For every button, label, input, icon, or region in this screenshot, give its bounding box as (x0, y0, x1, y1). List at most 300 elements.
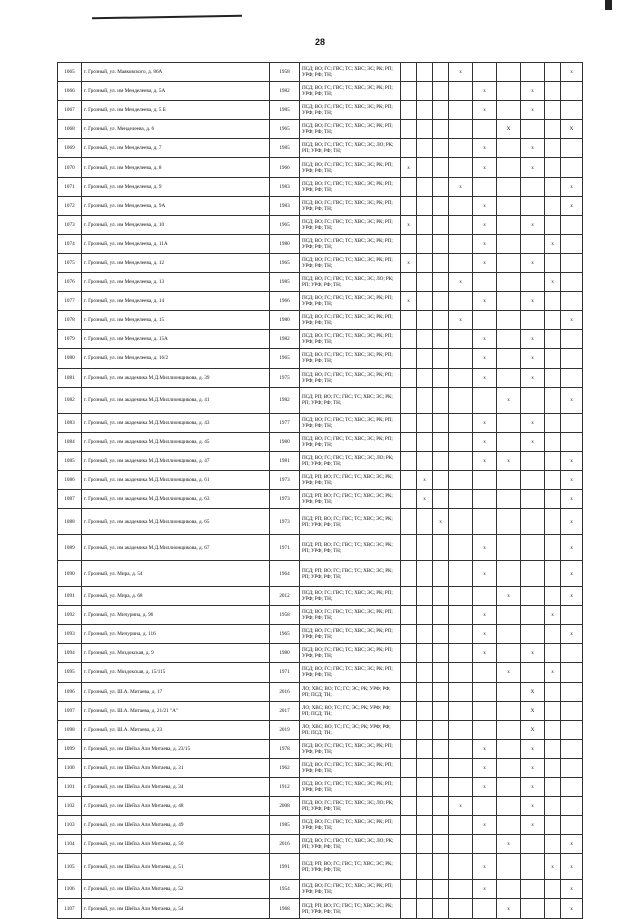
mark-cell (449, 701, 473, 720)
mark-cell (561, 644, 583, 663)
table-row (58, 387, 583, 413)
mark-cell (561, 778, 583, 797)
mark-cell (473, 63, 497, 82)
mark-cell: x (545, 606, 561, 625)
systems-cell: ПСД; ВО; ГС; ГВС; ТС; ХВС; ЭС; РК; РП; УРФ; РФ; ТН; (300, 196, 401, 215)
year-cell: 1983 (270, 177, 300, 196)
table-row (58, 489, 583, 508)
mark-cell: x (497, 587, 521, 606)
year-cell: 1965 (270, 120, 300, 139)
mark-cell (433, 739, 449, 758)
mark-cell (497, 739, 521, 758)
mark-cell (401, 432, 417, 451)
mark-cell (497, 535, 521, 561)
mark-cell (401, 234, 417, 253)
address-cell: г. Грозный, ул. им академика М.Д.Миллионщикова, д. 41 (82, 387, 270, 413)
row-number: 1104 (58, 835, 82, 854)
row-number: 1107 (58, 899, 82, 918)
mark-cell: X (521, 682, 545, 701)
mark-cell (433, 758, 449, 777)
systems-cell: ПСД; РП; ВО; ГС; ГВС; ТС; ХВС; ЭС; РК; РП; УРФ; РФ; ТН; (300, 387, 401, 413)
year-cell: 1971 (270, 535, 300, 561)
mark-cell: x (521, 158, 545, 177)
mark-cell (449, 899, 473, 918)
mark-cell (545, 215, 561, 234)
mark-cell (417, 701, 433, 720)
mark-cell (497, 606, 521, 625)
row-number: 1083 (58, 413, 82, 432)
address-cell: г. Грозный, ул. им Менделеева, д. 5 Б (82, 101, 270, 120)
mark-cell (433, 587, 449, 606)
mark-cell (497, 234, 521, 253)
mark-cell: x (561, 177, 583, 196)
mark-cell (561, 253, 583, 272)
mark-cell (433, 682, 449, 701)
mark-cell (449, 587, 473, 606)
systems-cell: ПСД; ВО; ГС; ГВС; ТС; ХВС; ЭС; ЛО; РК; РП; УРФ; РФ; ТН; (300, 139, 401, 158)
mark-cell (417, 139, 433, 158)
table-row (58, 273, 583, 292)
table-row (58, 606, 583, 625)
mark-cell (449, 663, 473, 682)
mark-cell: x (473, 82, 497, 101)
row-number: 1090 (58, 561, 82, 587)
mark-cell: x (521, 432, 545, 451)
mark-cell: x (473, 330, 497, 349)
mark-cell (449, 835, 473, 854)
mark-cell (417, 177, 433, 196)
mark-cell: x (497, 835, 521, 854)
mark-cell: x (521, 139, 545, 158)
mark-cell (521, 273, 545, 292)
mark-cell (561, 701, 583, 720)
systems-cell: ПСД; ВО; ГС; ГВС; ТС; ХВС; ЭС; РК; РП; УРФ; РФ; ТН; (300, 758, 401, 777)
mark-cell: x (473, 451, 497, 470)
mark-cell (401, 587, 417, 606)
mark-cell (473, 835, 497, 854)
mark-cell (497, 330, 521, 349)
year-cell: 1985 (270, 101, 300, 120)
address-cell: г. Грозный, ул. им Менделеева, д. 9 (82, 177, 270, 196)
mark-cell (433, 561, 449, 587)
mark-cell (449, 880, 473, 899)
mark-cell: x (473, 158, 497, 177)
year-cell: 1980 (270, 432, 300, 451)
mark-cell (545, 120, 561, 139)
row-number: 1086 (58, 470, 82, 489)
table-row (58, 470, 583, 489)
table-row (58, 82, 583, 101)
row-number: 1077 (58, 292, 82, 311)
mark-cell (473, 509, 497, 535)
mark-cell: x (473, 349, 497, 368)
mark-cell: x (417, 470, 433, 489)
table-row (58, 701, 583, 720)
mark-cell (521, 625, 545, 644)
mark-cell (521, 120, 545, 139)
mark-cell (545, 451, 561, 470)
year-cell: 1958 (270, 606, 300, 625)
table-row (58, 797, 583, 816)
table-row (58, 330, 583, 349)
mark-cell: x (449, 63, 473, 82)
mark-cell (561, 158, 583, 177)
mark-cell: x (473, 234, 497, 253)
mark-cell (433, 349, 449, 368)
mark-cell: x (401, 215, 417, 234)
mark-cell (473, 470, 497, 489)
systems-cell: ПСД; ВО; ГС; ГВС; ТС; ХВС; ЭС; РК; РП; УРФ; РФ; ТН; (300, 739, 401, 758)
mark-cell (497, 139, 521, 158)
mark-cell: x (561, 899, 583, 918)
mark-cell (545, 158, 561, 177)
row-number: 1099 (58, 739, 82, 758)
mark-cell (545, 899, 561, 918)
table-row (58, 253, 583, 272)
mark-cell (433, 292, 449, 311)
mark-cell (417, 196, 433, 215)
mark-cell (473, 489, 497, 508)
table-row (58, 587, 583, 606)
mark-cell (497, 489, 521, 508)
mark-cell (401, 120, 417, 139)
mark-cell (417, 816, 433, 835)
mark-cell (497, 644, 521, 663)
mark-cell (433, 139, 449, 158)
address-cell: г. Грозный, ул. им Менделеева, д. 12 (82, 253, 270, 272)
year-cell: 1965 (270, 253, 300, 272)
address-cell: г. Грозный, ул. Моздокская, д. 15/115 (82, 663, 270, 682)
mark-cell (449, 234, 473, 253)
mark-cell (433, 158, 449, 177)
mark-cell (417, 682, 433, 701)
mark-cell (545, 139, 561, 158)
mark-cell: x (473, 739, 497, 758)
mark-cell: x (473, 880, 497, 899)
address-cell: г. Грозный, ул. им академика М.Д.Миллионщикова, д. 65 (82, 509, 270, 535)
systems-cell: ПСД; РП; ВО; ГС; ГВС; ТС; ХВС; ЭС; РК; УРФ; РФ; ТН; (300, 489, 401, 508)
mark-cell: x (417, 489, 433, 508)
mark-cell (545, 413, 561, 432)
mark-cell (521, 63, 545, 82)
row-number: 1085 (58, 451, 82, 470)
mark-cell (449, 387, 473, 413)
table-body (58, 63, 583, 919)
mark-cell (561, 816, 583, 835)
mark-cell (401, 177, 417, 196)
systems-cell: ПСД; ВО; ГС; ГВС; ТС; ХВС; ЭС; РК; РП; УРФ; РФ; ТН; (300, 158, 401, 177)
mark-cell (401, 413, 417, 432)
row-number: 1065 (58, 63, 82, 82)
systems-cell: ПСД; РП; ВО; ГС; ГВС; ТС; ХВС; ЭС; РК; РП; УРФ; РФ; ТН; (300, 561, 401, 587)
mark-cell (401, 139, 417, 158)
address-cell: г. Грозный, ул. им Шейха Али Митаева, д. 23/15 (82, 739, 270, 758)
mark-cell: x (473, 625, 497, 644)
mark-cell (433, 606, 449, 625)
row-number: 1084 (58, 432, 82, 451)
table-row (58, 63, 583, 82)
page-number: 28 (314, 37, 325, 47)
year-cell: 1985 (270, 816, 300, 835)
mark-cell: X (497, 120, 521, 139)
table-row (58, 720, 583, 739)
mark-cell: x (561, 489, 583, 508)
mark-cell: x (521, 739, 545, 758)
row-number: 1072 (58, 196, 82, 215)
mark-cell (561, 606, 583, 625)
mark-cell (521, 234, 545, 253)
year-cell: 1973 (270, 470, 300, 489)
systems-cell: ПСД; ВО; ГС; ГВС; ТС; ХВС; ЭС; ЛО; РК; РП; УРФ; РФ; ТН; (300, 835, 401, 854)
mark-cell (521, 587, 545, 606)
mark-cell (449, 158, 473, 177)
mark-cell (497, 701, 521, 720)
mark-cell: x (545, 854, 561, 880)
systems-cell: ПСД; ВО; ГС; ГВС; ТС; ХВС; ЭС; РК; РП; УРФ; РФ; ТН; (300, 253, 401, 272)
mark-cell (449, 253, 473, 272)
mark-cell (417, 587, 433, 606)
mark-cell (401, 196, 417, 215)
mark-cell (521, 196, 545, 215)
address-cell: г. Грозный, ул. им Шейха Али Митаева, д. 34 (82, 778, 270, 797)
mark-cell (417, 880, 433, 899)
table-row (58, 413, 583, 432)
year-cell: 1971 (270, 663, 300, 682)
year-cell: 1980 (270, 311, 300, 330)
mark-cell (417, 899, 433, 918)
mark-cell (497, 758, 521, 777)
mark-cell (561, 234, 583, 253)
mark-cell: x (545, 273, 561, 292)
systems-cell: ПСД; ВО; ГС; ГВС; ТС; ХВС; ЭС; РК; РП; УРФ; РФ; ТН; (300, 587, 401, 606)
mark-cell: x (521, 797, 545, 816)
mark-cell (449, 101, 473, 120)
mark-cell (401, 625, 417, 644)
year-cell: 1912 (270, 778, 300, 797)
mark-cell (417, 253, 433, 272)
mark-cell (521, 177, 545, 196)
address-cell: г. Грозный, ул. им Менделеева, д. 15 (82, 311, 270, 330)
mark-cell: x (561, 880, 583, 899)
systems-cell: ПСД; ВО; ГС; ГВС; ТС; ХВС; ЭС; РК; РП; УРФ; РФ; ТН; (300, 234, 401, 253)
scan-artifact-mark (605, 0, 612, 10)
mark-cell (521, 561, 545, 587)
mark-cell (521, 899, 545, 918)
mark-cell: X (561, 120, 583, 139)
row-number: 1102 (58, 797, 82, 816)
systems-cell: ПСД; ВО; ГС; ГВС; ТС; ХВС; ЭС; РК; РП; УРФ; РФ; ТН; (300, 120, 401, 139)
address-cell: г. Грозный, ул. им Шейха Али Митаева, д. 50 (82, 835, 270, 854)
address-cell: г. Грозный, ул. Маяковского, д. 86А (82, 63, 270, 82)
table-row (58, 739, 583, 758)
mark-cell: x (473, 644, 497, 663)
mark-cell (473, 387, 497, 413)
mark-cell (449, 349, 473, 368)
mark-cell (449, 451, 473, 470)
mark-cell (401, 451, 417, 470)
table-row (58, 215, 583, 234)
mark-cell (449, 561, 473, 587)
mark-cell (545, 82, 561, 101)
mark-cell (417, 509, 433, 535)
row-number: 1082 (58, 387, 82, 413)
row-number: 1094 (58, 644, 82, 663)
year-cell: 1978 (270, 739, 300, 758)
address-cell: г. Грозный, ул. Мира, д. 68 (82, 587, 270, 606)
address-cell: г. Грозный, ул. им Шейха Али Митаева, д. 54 (82, 899, 270, 918)
systems-cell: ПСД; ВО; ГС; ГВС; ТС; ХВС; ЭС; РК; РП; УРФ; РФ; ТН; (300, 880, 401, 899)
mark-cell (433, 253, 449, 272)
row-number: 1103 (58, 816, 82, 835)
mark-cell (497, 880, 521, 899)
mark-cell (401, 682, 417, 701)
address-cell: г. Грозный, ул. им академика М.Д.Миллионщикова, д. 45 (82, 432, 270, 451)
mark-cell (433, 644, 449, 663)
mark-cell: x (473, 368, 497, 387)
table-row (58, 816, 583, 835)
year-cell: 1966 (270, 292, 300, 311)
address-cell: г. Грозный, ул. им академика М.Д.Миллионщикова, д. 67 (82, 535, 270, 561)
mark-cell (449, 368, 473, 387)
mark-cell: x (561, 625, 583, 644)
row-number: 1093 (58, 625, 82, 644)
mark-cell: x (561, 311, 583, 330)
year-cell: 1985 (270, 139, 300, 158)
row-number: 1089 (58, 535, 82, 561)
mark-cell (417, 432, 433, 451)
mark-cell: x (545, 663, 561, 682)
mark-cell (433, 82, 449, 101)
mark-cell (417, 535, 433, 561)
mark-cell (433, 470, 449, 489)
systems-cell: ПСД; ВО; ГС; ГВС; ТС; ХВС; ЭС; РК; РП; УРФ; РФ; ТН; (300, 432, 401, 451)
mark-cell (497, 413, 521, 432)
row-number: 1067 (58, 101, 82, 120)
mark-cell (545, 292, 561, 311)
year-cell: 1977 (270, 413, 300, 432)
systems-cell: ПСД; ВО; ГС; ГВС; ТС; ХВС; ЭС; РК; РП; УРФ; РФ; ТН; (300, 292, 401, 311)
mark-cell (417, 451, 433, 470)
address-cell: г. Грозный, ул. Ш.А. Митаева, д. 21/21 "А" (82, 701, 270, 720)
mark-cell (401, 835, 417, 854)
address-cell: г. Грозный, ул. им Менделеева, д. 15А (82, 330, 270, 349)
year-cell: 1964 (270, 561, 300, 587)
mark-cell (545, 644, 561, 663)
mark-cell (401, 349, 417, 368)
year-cell: 1981 (270, 451, 300, 470)
mark-cell (521, 835, 545, 854)
mark-cell (521, 606, 545, 625)
address-cell: г. Грозный, ул. им Менделеева, д. 11А (82, 234, 270, 253)
table-row (58, 368, 583, 387)
mark-cell: x (473, 215, 497, 234)
mark-cell (561, 368, 583, 387)
table-row (58, 663, 583, 682)
mark-cell (497, 215, 521, 234)
mark-cell (401, 368, 417, 387)
mark-cell: x (521, 758, 545, 777)
table-row (58, 234, 583, 253)
mark-cell (561, 720, 583, 739)
mark-cell (449, 625, 473, 644)
systems-cell: ПСД; ВО; ГС; ГВС; ТС; ХВС; ЭС; ЛО; РК; РП; УРФ; РФ; ТН; (300, 273, 401, 292)
mark-cell: x (473, 432, 497, 451)
year-cell: 1965 (270, 215, 300, 234)
mark-cell (497, 561, 521, 587)
table-row (58, 196, 583, 215)
mark-cell (497, 292, 521, 311)
mark-cell (401, 82, 417, 101)
mark-cell (545, 311, 561, 330)
address-cell: г. Грозный, ул. Менделеева, д. 6 (82, 120, 270, 139)
table-row (58, 899, 583, 918)
mark-cell (417, 663, 433, 682)
table-row (58, 432, 583, 451)
mark-cell (545, 177, 561, 196)
table-row (58, 451, 583, 470)
address-cell: г. Грозный, ул. Ш.А. Митаева, д. 17 (82, 682, 270, 701)
mark-cell (449, 82, 473, 101)
mark-cell (401, 701, 417, 720)
mark-cell (473, 273, 497, 292)
mark-cell (497, 470, 521, 489)
mark-cell (417, 234, 433, 253)
mark-cell (521, 470, 545, 489)
mark-cell (417, 720, 433, 739)
mark-cell (545, 797, 561, 816)
mark-cell (473, 720, 497, 739)
mark-cell: x (473, 253, 497, 272)
table-row (58, 101, 583, 120)
mark-cell: x (521, 292, 545, 311)
mark-cell: x (473, 758, 497, 777)
mark-cell (545, 349, 561, 368)
mark-cell (417, 778, 433, 797)
mark-cell (433, 854, 449, 880)
mark-cell (433, 215, 449, 234)
mark-cell (449, 470, 473, 489)
mark-cell (449, 292, 473, 311)
address-cell: г. Грозный, ул. им Менделеева, д. 14 (82, 292, 270, 311)
year-cell: 2019 (270, 720, 300, 739)
mark-cell: x (521, 644, 545, 663)
mark-cell (561, 432, 583, 451)
table-row (58, 158, 583, 177)
mark-cell (417, 292, 433, 311)
mark-cell (449, 196, 473, 215)
mark-cell (433, 330, 449, 349)
mark-cell (401, 311, 417, 330)
systems-cell: ПСД; ВО; ГС; ГВС; ТС; ХВС; ЭС; РК; РП; УРФ; РФ; ТН; (300, 349, 401, 368)
mark-cell: x (561, 387, 583, 413)
mark-cell (561, 758, 583, 777)
row-number: 1080 (58, 349, 82, 368)
row-number: 1075 (58, 253, 82, 272)
mark-cell: X (521, 701, 545, 720)
mark-cell (545, 330, 561, 349)
systems-cell: ПСД; РП; ВО; ГС; ГВС; ТС; ХВС; ЭС; РК; РП; УРФ; РФ; ТН; (300, 899, 401, 918)
mark-cell (417, 835, 433, 854)
mark-cell (401, 797, 417, 816)
mark-cell (449, 413, 473, 432)
mark-cell: x (473, 196, 497, 215)
table-row (58, 139, 583, 158)
mark-cell (497, 196, 521, 215)
mark-cell (545, 196, 561, 215)
year-cell: 1982 (270, 387, 300, 413)
mark-cell (433, 625, 449, 644)
year-cell: 1965 (270, 625, 300, 644)
